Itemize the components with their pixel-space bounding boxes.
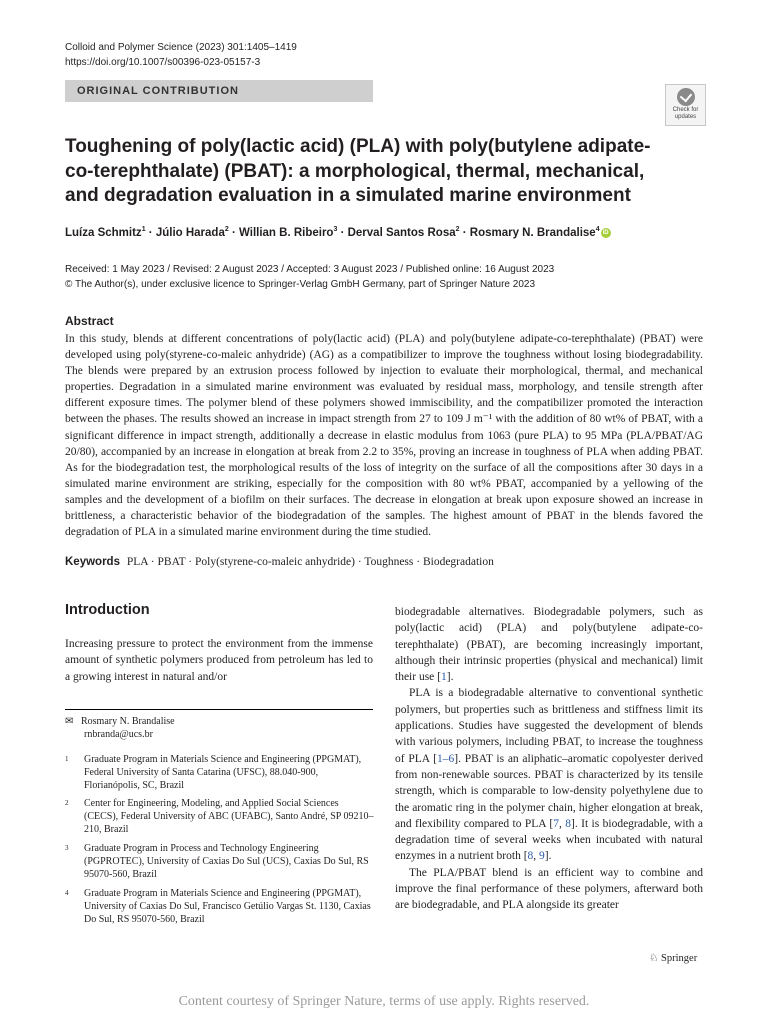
- author-list: [65, 226, 611, 239]
- journal-citation: Colloid and Polymer Science (2023) 301:1405–1419: [65, 42, 297, 53]
- paragraph-text: ]. It is biodegradable, with a degradation time of several weeks when incubated with natural enzymes in a nutrient broth [: [395, 817, 703, 863]
- footnote-divider: [65, 709, 373, 710]
- check-for-updates-line1: Check for: [672, 107, 699, 113]
- corresponding-email[interactable]: rnbranda@ucs.br: [84, 729, 153, 740]
- paragraph-text: ]. PBAT is an aliphatic–aromatic copolyester derived from non-renewable sources. PBAT is characterized by its tensile strength, which is comparable to low-density polyethylene due to the aromatic ring in the polymer chain, higher elongation at break, and flexibility compared to PLA [: [395, 752, 703, 830]
- abstract-heading: Abstract: [65, 314, 114, 328]
- paragraph-text: PLA is a biodegradable alternative to conventional synthetic polymers, but properties such as brittleness and stiffness limit its applications. Studies have suggested the development of blends with various polymers, including PBAT, to increase the toughness of PLA [: [395, 687, 703, 765]
- paragraph-text: ].: [446, 671, 454, 684]
- article-title: Toughening of poly(lactic acid) (PLA) with poly(butylene adipate-co-terephthalate) (PBAT): a morphological, thermal, mechanical, and degradation evaluation in a simulated marine environment: [65, 136, 651, 206]
- envelope-icon: ✉: [65, 716, 74, 727]
- affiliation-item: [65, 887, 375, 926]
- citation-separator: ,: [533, 850, 540, 863]
- citation-link[interactable]: 1–6: [437, 752, 455, 765]
- author-affiliation-marker: 4: [595, 226, 600, 233]
- citation-link[interactable]: 8: [565, 817, 571, 830]
- introduction-paragraph: Increasing pressure to protect the environment from the immense amount of synthetic polymers produced from petroleum has led to a growing interest in natural and/or: [65, 638, 373, 683]
- citation-separator: ,: [558, 817, 566, 830]
- introduction-right-column: [395, 604, 703, 914]
- citation-link[interactable]: 7: [553, 817, 559, 830]
- author-name[interactable]: Júlio Harada: [155, 226, 225, 239]
- article-type-banner: [65, 80, 373, 102]
- courtesy-watermark: Content courtesy of Springer Nature, terms of use apply. Rights reserved.: [178, 994, 590, 1009]
- author-separator: ·: [228, 226, 239, 239]
- author-separator: ·: [459, 226, 470, 239]
- author-affiliation-marker: 2: [224, 226, 229, 233]
- introduction-paragraph: [395, 604, 703, 685]
- orcid-icon[interactable]: iD: [602, 229, 609, 236]
- affiliation-text: Center for Engineering, Modeling, and Applied Social Sciences (CECS), Federal University of ABC (UFABC), Santo André, SP 09210–210, Brazil: [84, 798, 374, 835]
- affiliation-number: 2: [65, 799, 69, 807]
- affiliation-item: [65, 797, 375, 836]
- paragraph-text: ].: [544, 850, 552, 863]
- author-affiliation-marker: 2: [455, 226, 460, 233]
- affiliation-number: 4: [65, 889, 69, 897]
- author-name[interactable]: Willian B. Ribeiro: [239, 226, 334, 239]
- paragraph-text: biodegradable alternatives. Biodegradable polymers, such as poly(lactic acid) (PLA) and poly(butylene adipate-co-terephthalate) (PBAT), are becoming increasingly important, although their intrinsic properties (physical and mechanical) limit their use [: [395, 606, 703, 684]
- article-type: ORIGINAL CONTRIBUTION: [77, 85, 239, 97]
- affiliation-item: [65, 842, 375, 881]
- author-name[interactable]: Luíza Schmitz: [65, 226, 142, 239]
- author-affiliation-marker: 1: [141, 226, 146, 233]
- citation-link[interactable]: 9: [539, 850, 545, 863]
- citation-link[interactable]: 8: [527, 850, 534, 863]
- publisher-name: Springer: [661, 953, 698, 964]
- keywords-label: Keywords: [65, 556, 120, 568]
- affiliation-number: 1: [65, 755, 69, 763]
- affiliation-item: [65, 753, 375, 792]
- copyright-line: © The Author(s), under exclusive licence to Springer-Verlag GmbH Germany, part of Springer Nature 2023: [65, 278, 535, 290]
- author-name[interactable]: Rosmary N. Brandalise: [469, 226, 596, 239]
- check-for-updates-badge[interactable]: [665, 84, 706, 126]
- introduction-paragraph: The PLA/PBAT blend is an efficient way to combine and improve the final performance of these polymers, afterward both are biodegradable, and PLA alongside its greater: [395, 866, 703, 912]
- corresponding-author: Rosmary N. Brandalise: [81, 716, 175, 727]
- citation-link[interactable]: 1: [440, 671, 447, 684]
- introduction-paragraph: [395, 685, 703, 864]
- history-dates: Received: 1 May 2023 / Revised: 2 August 2023 / Accepted: 3 August 2023 / Published online: 16 August 2023: [65, 264, 555, 275]
- correspondence: [65, 715, 175, 741]
- abstract-text: In this study, blends at different concentrations of poly(lactic acid) (PLA) and poly(butylene adipate-co-terephthalate) (PBAT) were developed using poly(styrene-co-maleic anhydride) (AG) as a compatibilizer to improve the toughness without losing biodegradability. The blends were prepared by an extrusion process followed by injection to evaluate their morphological, thermal, and mechanical properties. Degradation in a simulated marine environment was evaluated by residual mass, morphology, and tensile strength after different exposure times. The polymer blend of these polymers showed immiscibility, and the compatibilizer promoted the interaction between the phases. The results showed an increase in impact strength from 27 to 109 J m⁻¹ with the addition of 80 wt% of PBAT, with a significant difference in impact strength, additionally a decrease in elastic modulus from 1063 (pure PLA) to 95 MPa (PLA/PBAT/AG 20/80), accompanied by an increase in elongation at break from 2.2 to 35%, proving an increase in toughness of PLA when adding PBAT. As for the biodegradation test, the morphological results of the loss of integrity on the surface of all the compositions after 30 days in a simulated marine environment are striking, especially for the composition with 80 wt% PBAT, accompanied by a yellowing of the samples and the development of a biofilm on their surfaces. The decrease in elongation at break upon exposure showed an increase in brittleness, a characteristic behavior of the biodegradation of the samples. The highest amount of PBAT in the blends favored the degradation of PLA in a simulated marine environment during the time studied.: [65, 333, 703, 539]
- affiliation-text: Graduate Program in Materials Science and Engineering (PPGMAT), Federal University of Santa Catarina (UFSC), 88.040-900, Florianópolis, SC, Brazil: [84, 754, 362, 791]
- check-for-updates-icon: [677, 88, 695, 106]
- author-name[interactable]: Derval Santos Rosa: [347, 226, 456, 239]
- author-affiliation-marker: 3: [333, 226, 338, 233]
- author-separator: ·: [145, 226, 156, 239]
- springer-horse-icon: ♘: [649, 953, 659, 964]
- affiliation-number: 3: [65, 844, 69, 852]
- publisher-logo: [649, 952, 697, 964]
- affiliation-text: Graduate Program in Materials Science and Engineering (PPGMAT), University of Caxias Do Sul, Francisco Getúlio Vargas St. 1130, Caxias Do Sul, RS 95070-560, Brazil: [84, 888, 371, 925]
- author-separator: ·: [337, 226, 348, 239]
- introduction-heading: Introduction: [65, 602, 150, 618]
- affiliation-text: Graduate Program in Process and Technology Engineering (PGPROTEC), University of Caxias Do Sul (UCS), Caxias Do Sul, RS 95070-560, Brazil: [84, 843, 369, 880]
- publication-dates: [65, 263, 554, 292]
- doi-link[interactable]: https://doi.org/10.1007/s00396-023-05157-3: [65, 57, 261, 68]
- keywords-list: PLA · PBAT · Poly(styrene-co-maleic anhydride) · Toughness · Biodegradation: [126, 556, 494, 568]
- keywords: [65, 556, 494, 568]
- check-for-updates-line2: updates: [674, 114, 697, 120]
- journal-header: [65, 40, 297, 70]
